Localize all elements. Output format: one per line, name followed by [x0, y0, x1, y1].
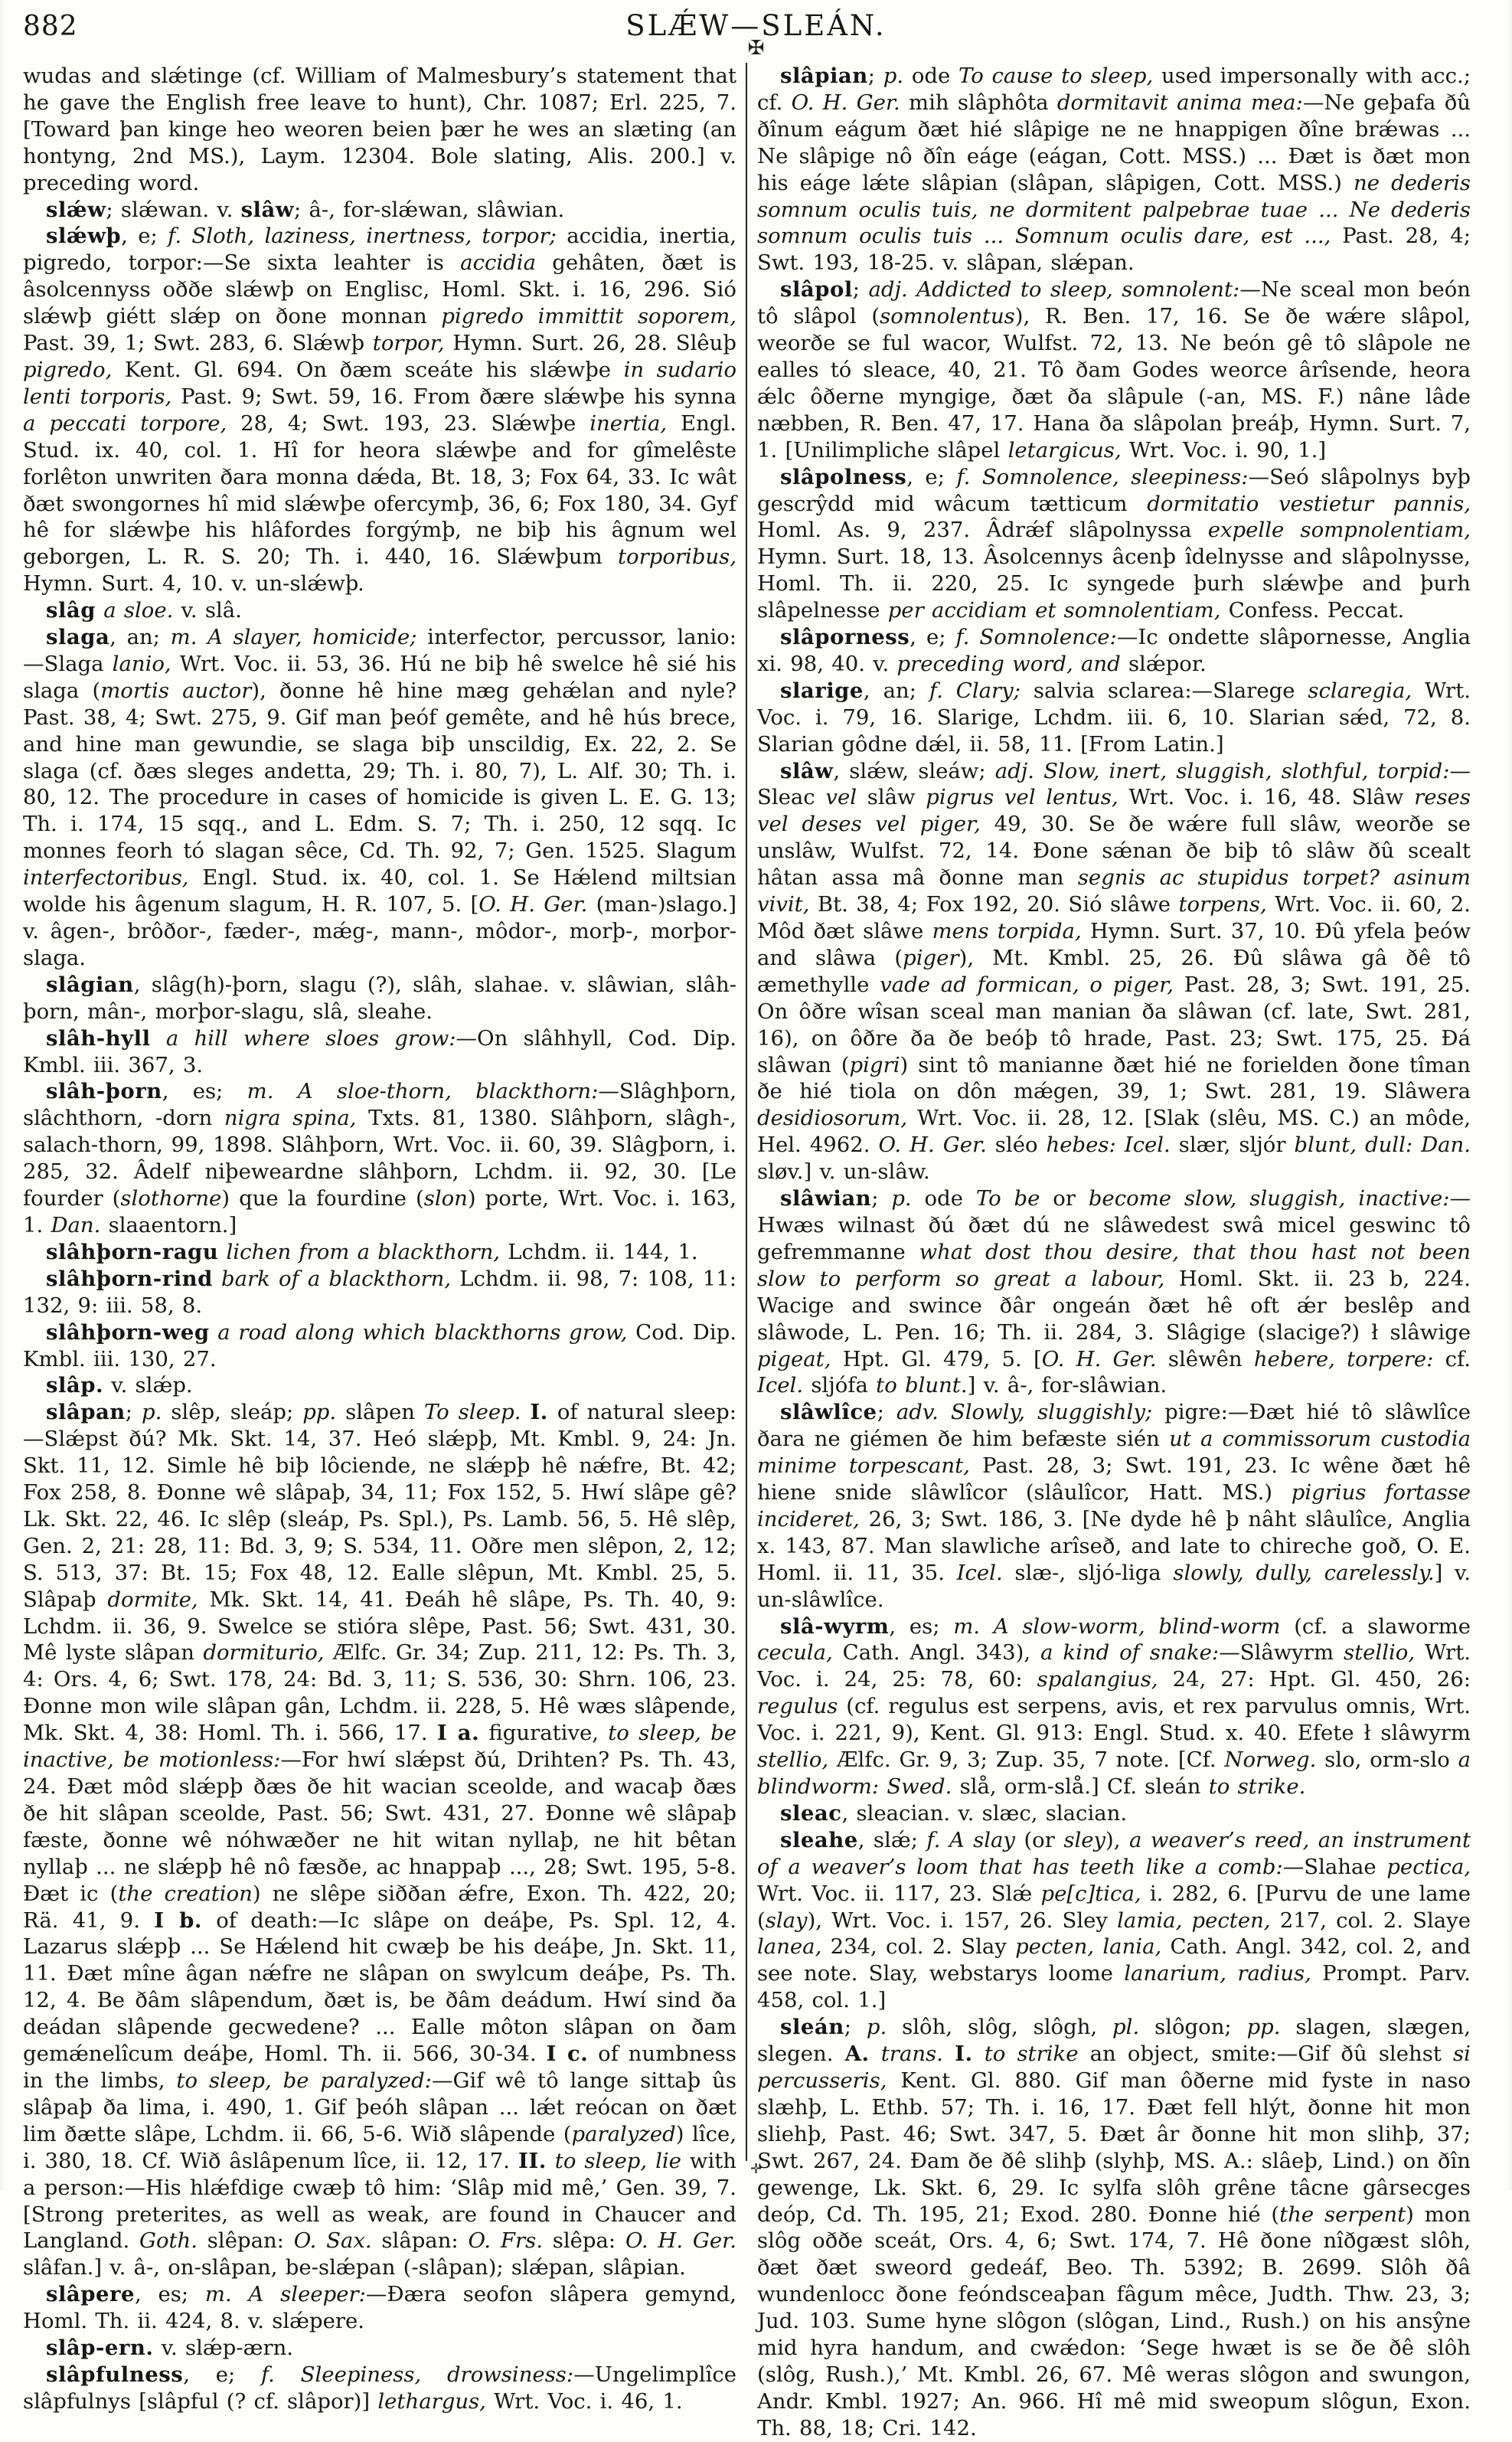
dictionary-entry: slâhþorn-ragu lichen from a blackthorn, Lchdm. ii. 144, 1.: [46, 1239, 698, 1264]
dictionary-entry: slâwian; p. ode To be or become slow, sluggish, inactive:—Hwæs wilnast ðú ðæt dú ne slâwedest swâ micel geswinc tô gefremmanne what dost thou desire, that thou hast not been slow to perform so great a labour, Homl. Skt. ii. 23 b, 224. Wacige and swince ðâr ongeán ðæt hê oft ǽr beslêp and slâwode, L. Pen. 16; Th. ii. 284, 3. Slâgige (slacige?) ł slâwige pigeat, Hpt. Gl. 479, 5. [O. H. Ger. slêwên hebere, torpere: cf. Icel. sljófa to blunt.] v. â-, for-slâwian.: [757, 1186, 1471, 1398]
dictionary-entry: slarige, an; f. Clary; salvia sclarea:—Slarege sclaregia, Wrt. Voc. i. 79, 16. Slarige, Lchdm. iii. 6, 10. Slarian sǽd, 72, 8. Slarian gôdne dǽl, ii. 58, 11. [From Latin.]: [757, 678, 1471, 757]
dictionary-entry: slaga, an; m. A slayer, homicide; interfector, percussor, lanio:—Slaga lanio, Wrt. Voc. ii. 53, 36. Hú ne biþ hê swelce hê sié his slaga (mortis auctor), ðonne hê hine mæg gehǽlan and nyle? Past. 38, 4; Swt. 275, 9. Gif man þeóf gemête, and hê hús brece, and hine man gewundie, se slaga biþ unscildig, Ex. 22, 2. Se slaga (cf. ðæs sleges andetta, 29; Th. i. 80, 7), L. Alf. 30; Th. i. 80, 12. The procedure in cases of homicide is given L. E. G. 13; Th. i. 174, 15 sqq., and L. Edm. S. 7; Th. i. 250, 12 sqq. Ic monnes feorh tó slagan sêce, Cd. Th. 92, 7; Gen. 1525. Slagum interfectoribus, Engl. Stud. ix. 40, col. 1. Se Hǽlend miltsian wolde his âgenum slagum, H. R. 107, 5. [O. H. Ger. (man-)slago.] v. âgen-, brôðor-, fæder-, mǽg-, mann-, môdor-, morþ-, morþor-slaga.: [23, 625, 736, 970]
dictionary-entry: slâg a sloe. v. slâ.: [46, 598, 242, 623]
dictionary-entry: slâpfulness, e; f. Sleepiness, drowsiness:—Ungelimplîce slâpfulnys [slâpful (? cf. slâpor)] lethargus, Wrt. Voc. i. 46, 1.: [23, 2362, 736, 2414]
page-title: SLǼW—SLEÁN.: [625, 9, 887, 42]
dictionary-entry: slâh-þorn, es; m. A sloe-thorn, blackthorn:—Slâghþorn, slâchthorn, -dorn nigra spina, Txts. 81, 1380. Slâhþorn, slâgh-, salach-thorn, 99, 1898. Slâhþorn, Wrt. Voc. ii. 60, 39. Slâgþorn, i. 285, 32. Âdelf niþeweardne slâhþorn, Lchdm. ii. 92, 30. [Le fourder (slothorne) que la fourdine (slon) porte, Wrt. Voc. i. 163, 1. Dan. slaaentorn.]: [23, 1079, 737, 1237]
dictionary-entry: wudas and slǽtinge (cf. William of Malmesbury’s statement that he gave the English free leave to hunt), Chr. 1087; Erl. 225, 7. [Toward þan kinge heo weoren beien þær he wes an slæting (an hontyng, 2nd MS.), Laym. 12304. Bole slating, Alis. 200.] v. preceding word.: [23, 64, 736, 195]
dictionary-entry: slâp-ern. v. slǽp-ærn.: [46, 2336, 294, 2361]
dictionary-entry: slâpan; p. slêp, sleáp; pp. slâpen To sleep. I. of natural sleep:—Slǽpst ðú? Mk. Skt. 14, 37. Heó slǽpþ, Mt. Kmbl. 9, 24: Jn. Skt. 11, 12. Simle hê biþ lôciende, ne slǽpþ hê nǽfre, Bt. 42; Fox 258, 8. Ðonne wê slâpaþ, 34, 11; Fox 152, 5. Hwí slâpe gê? Lk. Skt. 22, 46. Ic slêp (sleáp, Ps. Spl.), Ps. Lamb. 56, 5. Hê slêp, Gen. 2, 21: 28, 11: Bd. 3, 9; S. 534, 11. Oðre men slêpon, 2, 12; S. 513, 37: Bt. 15; Fox 48, 12. Ealle slêpun, Mt. Kmbl. 25, 5. Slâpaþ dormite, Mk. Skt. 14, 41. Ðeáh hê slâpe, Ps. Th. 40, 9: Lchdm. ii. 36, 9. Swelce se stióra slêpe, Past. 56; Swt. 431, 30. Mê lyste slâpan dormiturio, Ælfc. Gr. 34; Zup. 211, 12: Ps. Th. 3, 4: Ors. 4, 6; Swt. 178, 24: Bd. 3, 11; S. 536, 30: Shrn. 106, 23. Ðonne mon wile slâpan gân, Lchdm. ii. 228, 5. Hê wæs slâpende, Mk. Skt. 4, 38: Homl. Th. i. 566, 17. I a. figurative, to sleep, be inactive, be motionless:—For hwí slǽpst ðú, Drihten? Ps. Th. 43, 24. Ðæt môd slǽpþ ðæs ðe hit wacian sceolde, and wacaþ ðæs ðe hit slâpan sceolde, Past. 56; Swt. 431, 27. Ðonne wê slâpaþ fæste, ðonne wê nóhwæðer ne hit witan nyllaþ, ne hit bêtan nyllaþ ... ne slǽpþ hê nô fæsðe, ac hnappaþ ..., 28; Swt. 195, 5-8. Ðæt ic (the creation) ne slêpe siððan ǽfre, Exon. Th. 422, 20; Rä. 41, 9. I b. of death:—Ic slâpe on deáþe, Ps. Spl. 12, 4. Lazarus slǽpþ ... Se Hǽlend hit cwæþ be his deáþe, Jn. Skt. 11, 11. Ðæt mîne âgan nǽfre ne slâpan on swylcum deáþe, Ps. Th. 12, 4. Be ðâm slâpendum, ðæt is, be ðâm deádum. Hwí sind ða deádan slâpende gecwedene? ... Ealle môton slâpan on ðam gemǽnelîcum deáþe, Homl. Th. ii. 566, 30-34. I c. of numbness in the limbs, to sleep, be paralyzed:—Gif wê tô lange sittaþ ûs slâpaþ ða lima, i. 490, 1. Gif þeóh slâpan ... lǽt reócan on ðæt lim ðætte slâpe, Lchdm. ii. 66, 5-6. Wið slâpende (paralyzed) lîce, i. 380, 18. Cf. Wið âslâpenum lîce, ii. 12, 17. II. to sleep, lie with a person:—His hlǽfdige cwæþ tô him: ‘Slâp mid mê,’ Gen. 39, 7. [Strong preterites, as well as weak, are found in Chaucer and Langland. Goth. slêpan: O. Sax. slâpan: O. Frs. slêpa: O. H. Ger. slâfan.] v. â-, on-slâpan, be-slǽpan (-slâpan); slǽpan, slâpian.: [23, 1400, 737, 2280]
dictionary-entry: slâh-hyll a hill where sloes grow:—On slâhhyll, Cod. Dip. Kmbl. iii. 367, 3.: [23, 1025, 736, 1077]
dictionary-entry: slâpian; p. ode To cause to sleep, used impersonally with acc.; cf. O. H. Ger. mih slâphôta dormitavit anima mea:—Ne geþafa ðû ðînum eágum ðæt hié slâpige ne ne hnappigen ðîne brǽwas ... Ne slâpige nô ðîn eáge (eágan, Cott. MSS.) ... Ðæt is ðæt mon his eáge lǽte slâpian (slâpan, slâpigen, Cott. MSS.) ne dederis somnum oculis tuis, ne dormitent palpebrae tuae ... Ne dederis somnum oculis tuis ... Somnum oculis dare, est ..., Past. 28, 4; Swt. 193, 18-25. v. slâpan, slǽpan.: [757, 64, 1471, 276]
dictionary-entry: slǽwþ, e; f. Sloth, laziness, inertness, torpor; accidia, inertia, pigredo, torpor:—Se sixta leahter is accidia gehâten, ðæt is âsolcennyss oððe slǽwþ on Englisc, Homl. Skt. i. 16, 296. Sió slǽwþ giétt slǽp on ðone monnan pigredo immittit soporem, Past. 39, 1; Swt. 283, 6. Slǽwþ torpor, Hymn. Surt. 26, 28. Slêuþ pigredo, Kent. Gl. 694. On ðæm sceáte his slǽwþe in sudario lenti torporis, Past. 9; Swt. 59, 16. From ðære slǽwþe his synna a peccati torpore, 28, 4; Swt. 193, 23. Slǽwþe inertia, Engl. Stud. ix. 40, col. 1. Hî for heora slǽwþe and for gîmelêste forlêton unwriten ðara monna dǽda, Bt. 18, 3; Fox 64, 33. Ic wât ðæt swongornes hî mid slǽwþe ofercymþ, 36, 6; Fox 180, 34. Gyf hê for slǽwþe his hlâfordes forgýmþ, ne biþ his âgnum wel geborgen, L. R. S. 20; Th. i. 440, 16. Slǽwþum torporibus, Hymn. Surt. 4, 10. v. un-slǽwþ.: [23, 224, 737, 597]
dictionary-entry: sleac, sleacian. v. slæc, slacian.: [780, 1800, 1128, 1826]
dictionary-entry: slâhþorn-rind bark of a blackthorn, Lchdm. ii. 98, 7: 108, 11: 132, 9: iii. 58, 8.: [23, 1266, 737, 1318]
page-number: 882: [23, 11, 78, 42]
scan-edge-shade-right: [1507, 0, 1512, 2190]
dictionary-entry: sleán; p. slôh, slôg, slôgh, pl. slôgon; pp. slagen, slægen, slegen. A. trans. I. to strike an object, smite:—Gif ðû slehst si percusseris, Kent. Gl. 880. Gif man ôðerne mid fyste in naso slæhþ, L. Ethb. 57; Th. i. 16, 17. Ðæt fell hlýt, ðonne hit mon sliehþ, Past. 46; Swt. 347, 5. Ðæt âr ðonne hit mon slihþ, 37; Swt. 267, 24. Ðam ðe ðê slihþ (slyhþ, MS. A.: slâeþ, Lind.) on ðîn gewenge, Lk. Skt. 6, 29. Ic sylfa slôh grêne tâcne gârsecges deóp, Cd. Th. 195, 21; Exod. 280. Ðonne hié (the serpent) mon slôg oððe sceát, Ors. 4, 6; Swt. 174, 7. Hê ðone nîðgæst slôh, ðæt ðæt sweord gedeáf, Beo. Th. 5392; B. 2699. Slôh ðâ wundenlocc ðone feóndsceaþan fâgum mêce, Judth. Thw. 23, 3; Jud. 103. Sume hyne slôgon (slôgan, Lind., Rush.) on his ansŷne mid hyra handum, and cwǽdon: ‘Sege hwæt is se ðe ðê slôh (slôg, Rush.),’ Mt. Kmbl. 26, 67. Mê weras slôgon and swungon, Andr. Kmbl. 1927; An. 966. Hî mê mid sweopum slôgun, Exon. Th. 88, 18; Cri. 142.: [757, 2015, 1471, 2440]
right-column: [757, 63, 1471, 2442]
column-divider-rule: [746, 63, 747, 2161]
left-column: [23, 63, 736, 2415]
dictionary-entry: slâhþorn-weg a road along which blackthorns grow, Cod. Dip. Kmbl. iii. 130, 27.: [23, 1319, 736, 1371]
dictionary-entry: slâpolness, e; f. Somnolence, sleepiness:—Seó slâpolnys byþ gescrŷdd mid wâcum tætticum dormitatio vestietur pannis, Homl. As. 9, 237. Âdrǽf slâpolnyssa expelle sompnolentiam, Hymn. Surt. 18, 13. Âsolcennys âcenþ îdelnysse and slâpolnysse, Homl. Th. ii. 220, 25. Ic syngede þurh slǽwþe and þurh slâpelnesse per accidiam et somnolentiam, Confess. Peccat.: [757, 464, 1471, 623]
printer-mark-top-icon: ✠: [747, 37, 765, 60]
dictionary-entry: slâ-wyrm, es; m. A slow-worm, blind-worm (cf. a slaworme cecula, Cath. Angl. 343), a kind of snake:—Slâwyrm stellio, Wrt. Voc. i. 24, 25: 78, 60: spalangius, 24, 27: Hpt. Gl. 450, 26: regulus (cf. regulus est serpens, avis, et rex parvulus omnis, Wrt. Voc. i. 221, 9), Kent. Gl. 913: Engl. Stud. x. 40. Efete ł slâwyrm stellio, Ælfc. Gr. 9, 3; Zup. 35, 7 note. [Cf. Norweg. slo, orm-slo a blindworm: Swed. slå, orm-slå.] Cf. sleán to strike.: [757, 1613, 1471, 1799]
dictionary-entry: slâpere, es; m. A sleeper:—Ðæra seofon slâpera gemynd, Homl. Th. ii. 424, 8. v. slǽpere.: [23, 2282, 736, 2334]
dictionary-entry: sleahe, slǽ; f. A slay (or sley), a weaver’s reed, an instrument of a weaver’s loom that has teeth like a comb:—Slahae pectica, Wrt. Voc. ii. 117, 23. Slǽ pe[c]tica, i. 282, 6. [Purvu de une lame (slay), Wrt. Voc. i. 157, 26. Sley lamia, pecten, 217, col. 2. Slaye lanea, 234, col. 2. Slay pecten, lania, Cath. Angl. 342, col. 2, and see note. Slay, webstarys loome lanarium, radius, Prompt. Parv. 458, col. 1.]: [757, 1827, 1471, 2013]
text-columns: [23, 63, 1489, 2440]
dictionary-entry: slâw, slǽw, sleáw; adj. Slow, inert, sluggish, slothful, torpid:—Sleac vel slâw pigrus vel lentus, Wrt. Voc. i. 16, 48. Slâw reses vel deses vel piger, 49, 30. Se ðe wǽre full slâw, weorðe se unslâw, Wulfst. 72, 14. Ðone sǽnan ðe biþ tô slâw ðû scealt hâtan assa mâ ðonne man segnis ac stupidus torpet? asinum vivit, Bt. 38, 4; Fox 192, 20. Sió slâwe torpens, Wrt. Voc. ii. 60, 2. Môd ðæt slâwe mens torpida, Hymn. Surt. 37, 10. Ðû yfela þeów and slâwa (piger), Mt. Kmbl. 25, 26. Ðû slâwa gâ ðê tô æmethylle vade ad formican, o piger, Past. 28, 3; Swt. 191, 25. On ôðre wîsan sceal man manian ða slâwan (cf. late, Swt. 281, 16), on ôðre ða ðe beóþ tô hrade, Past. 23; Swt. 175, 25. Ðá slâwan (pigri) sint tô manianne ðæt hié ne forielden ðone tîman ðe hié tiola on dôn mǽgen, 39, 1; Swt. 281, 19. Slâwera desidiosorum, Wrt. Voc. ii. 28, 12. [Slak (slêu, MS. C.) an môde, Hel. 4962. O. H. Ger. sléo hebes: Icel. slær, sljór blunt, dull: Dan. sløv.] v. un-slâw.: [757, 758, 1471, 1185]
dictionary-entry: slǽw; slǽwan. v. slâw; â-, for-slǽwan, slâwian.: [46, 197, 565, 222]
dictionary-entry: slâwlîce; adv. Slowly, sluggishly; pigre:—Ðæt hié tô slâwlîce ðara ne giémen ðe him befæste sién ut a commissorum custodia minime torpescant, Past. 28, 3; Swt. 191, 23. Ic wêne ðæt hê hiene snide slâwlîcor (slâulîcor, Hatt. MS.) pigrius fortasse incideret, 26, 3; Swt. 186, 3. [Ne dyde hê þ nâht slâulîce, Anglia x. 143, 87. Man slawliche arîseð, and late to chireche goð, O. E. Homl. ii. 11, 35. Icel. slæ-, sljó-liga slowly, dully, carelessly.] v. un-slâwlîce.: [757, 1400, 1471, 1612]
dictionary-entry: slâgian, slâg(h)-þorn, slagu (?), slâh, slahae. v. slâwian, slâh-þorn, mân-, morþor-slagu, slâ, sleahe.: [23, 972, 736, 1024]
dictionary-entry: slâp. v. slǽp.: [46, 1373, 193, 1398]
dictionary-entry: slâporness, e; f. Somnolence:—Ic ondette slâpornesse, Anglia xi. 98, 40. v. preceding word, and slǽpor.: [757, 625, 1471, 676]
scan-edge-shade-left: [0, 0, 5, 2190]
dictionary-entry: slâpol; adj. Addicted to sleep, somnolent:—Ne sceal mon beón tô slâpol (somnolentus), R. Ben. 17, 16. Se ðe wǽre slâpol, weorðe se ful wacor, Wulfst. 72, 13. Ne beón gê tô slâpole ne ealles tó sleace, 40, 21. Tô ðam Godes weorce ârîsende, heora ǽlc ôðerne myngige, ðæt ða slâpule (-an, MS. F.) nâne lâde næbben, R. Ben. 47, 17. Hana ða slâpolan þreáþ, Hymn. Surt. 7, 1. [Unilimpliche slâpel letargicus, Wrt. Voc. i. 90, 1.]: [757, 277, 1471, 463]
printer-mark-bottom-icon: ✛: [749, 2161, 763, 2177]
